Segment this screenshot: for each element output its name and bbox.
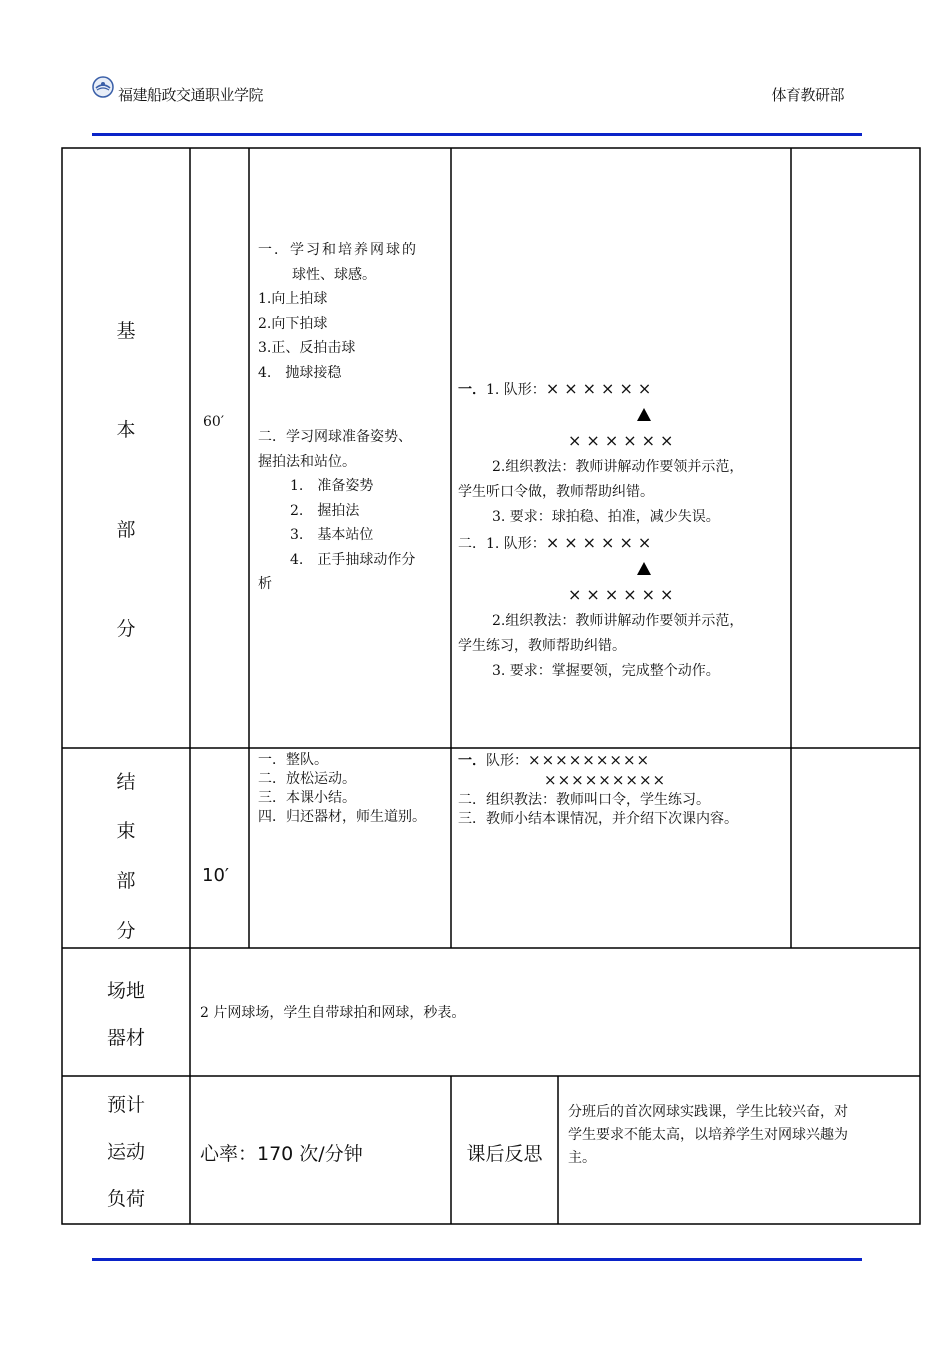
load-label-line: 预计 (106, 1094, 145, 1116)
load-label-line: 负荷 (106, 1188, 145, 1210)
label-char: 分 (116, 920, 136, 942)
method-text: 2.组织教法：教师讲解动作要领并示范， (492, 459, 744, 475)
venue-label-line: 场地 (106, 980, 145, 1002)
department-name: 体育教研部 (771, 86, 844, 104)
label-char: 基 (116, 320, 136, 342)
label-char: 本 (116, 419, 136, 441)
summary-text: 三．教师小结本课情况，并介绍下次课内容。 (458, 811, 738, 827)
basic-part-time: 60′ (203, 414, 224, 430)
content-item: 4. 正手抽球动作分 (290, 551, 416, 568)
content-heading: 握拍法和站位。 (258, 453, 356, 470)
venue-text: 2 片网球场，学生自带球拍和网球，秒表。 (200, 1005, 466, 1021)
formation-row: ××××××××× (544, 771, 667, 789)
method-text: 2.组织教法：教师讲解动作要领并示范， (492, 613, 744, 629)
method-text: 学生听口令做，教师帮助纠错。 (458, 484, 654, 500)
content-item: 2.向下拍球 (258, 315, 328, 332)
content-item: 2. 握拍法 (290, 502, 360, 519)
footer-rule (92, 1258, 862, 1261)
content-item: 三．本课小结。 (258, 790, 356, 806)
venue-label (62, 976, 190, 1050)
formation-row: ×××××× (545, 379, 657, 398)
formation-label: 1. 队形： (486, 382, 546, 398)
section-number: 二． (458, 536, 486, 552)
content-item: 3. 基本站位 (290, 527, 374, 543)
reflection-line: 学生要求不能太高，以培养学生对网球兴趣为 (568, 1127, 848, 1143)
requirement-text: 3. 要求：掌握要领，完成整个动作。 (492, 663, 720, 679)
end-part-content (258, 751, 448, 827)
formation-row: ×××××× (545, 533, 657, 552)
section-number: 一． (458, 753, 486, 769)
requirement-text: 3. 要求：球拍稳、拍准，减少失误。 (492, 509, 720, 525)
formation-row: ×××××× (568, 431, 679, 450)
triangle-icon (458, 403, 790, 428)
load-label (62, 1090, 190, 1211)
content-item: 析 (258, 576, 272, 592)
load-label-line: 运动 (106, 1141, 145, 1163)
reflection-line: 主。 (568, 1150, 596, 1166)
label-char: 部 (116, 519, 136, 541)
label-char: 部 (116, 870, 136, 892)
content-item: 一．整队。 (258, 752, 328, 768)
content-heading: 二．学习网球准备姿势、 (258, 429, 412, 445)
reflection-text (568, 1101, 918, 1170)
content-item: 1.向上拍球 (258, 291, 328, 307)
basic-part-content (258, 238, 448, 597)
reflection-line: 分班后的首次网球实践课，学生比较兴奋，对 (568, 1104, 848, 1120)
basic-part-organization (458, 376, 790, 684)
content-item: 四．归还器材，师生道别。 (258, 809, 426, 825)
section-number: 一． (458, 382, 486, 398)
content-item: 3.正、反拍击球 (258, 340, 356, 356)
content-heading: 球性、球感。 (292, 266, 376, 283)
end-part-organization (458, 751, 790, 829)
institution-name: 福建船政交通职业学院 (118, 86, 264, 104)
label-char: 分 (116, 618, 136, 640)
content-item: 二．放松运动。 (258, 771, 356, 787)
heart-rate-value: 心率：170 次/分钟 (200, 1143, 363, 1165)
triangle-icon (458, 557, 790, 582)
content-heading: 一．学习和培养网球的 (258, 242, 418, 258)
method-text: 学生练习，教师帮助纠错。 (458, 638, 626, 654)
reflection-label: 课后反思 (466, 1143, 543, 1165)
label-char: 结 (116, 771, 136, 793)
formation-label: 1. 队形： (486, 536, 546, 552)
venue-label-line: 器材 (106, 1027, 145, 1049)
content-item: 4. 抛球接稳 (258, 364, 342, 381)
formation-row: ××××××××× (528, 751, 651, 769)
content-item: 1. 准备姿势 (290, 478, 374, 494)
label-char: 束 (116, 820, 136, 842)
end-part-time: 10′ (202, 865, 229, 886)
method-text: 二．组织教法：教师叫口令，学生练习。 (458, 792, 710, 808)
formation-row: ×××××× (568, 585, 679, 604)
formation-label: 队形： (486, 753, 528, 769)
